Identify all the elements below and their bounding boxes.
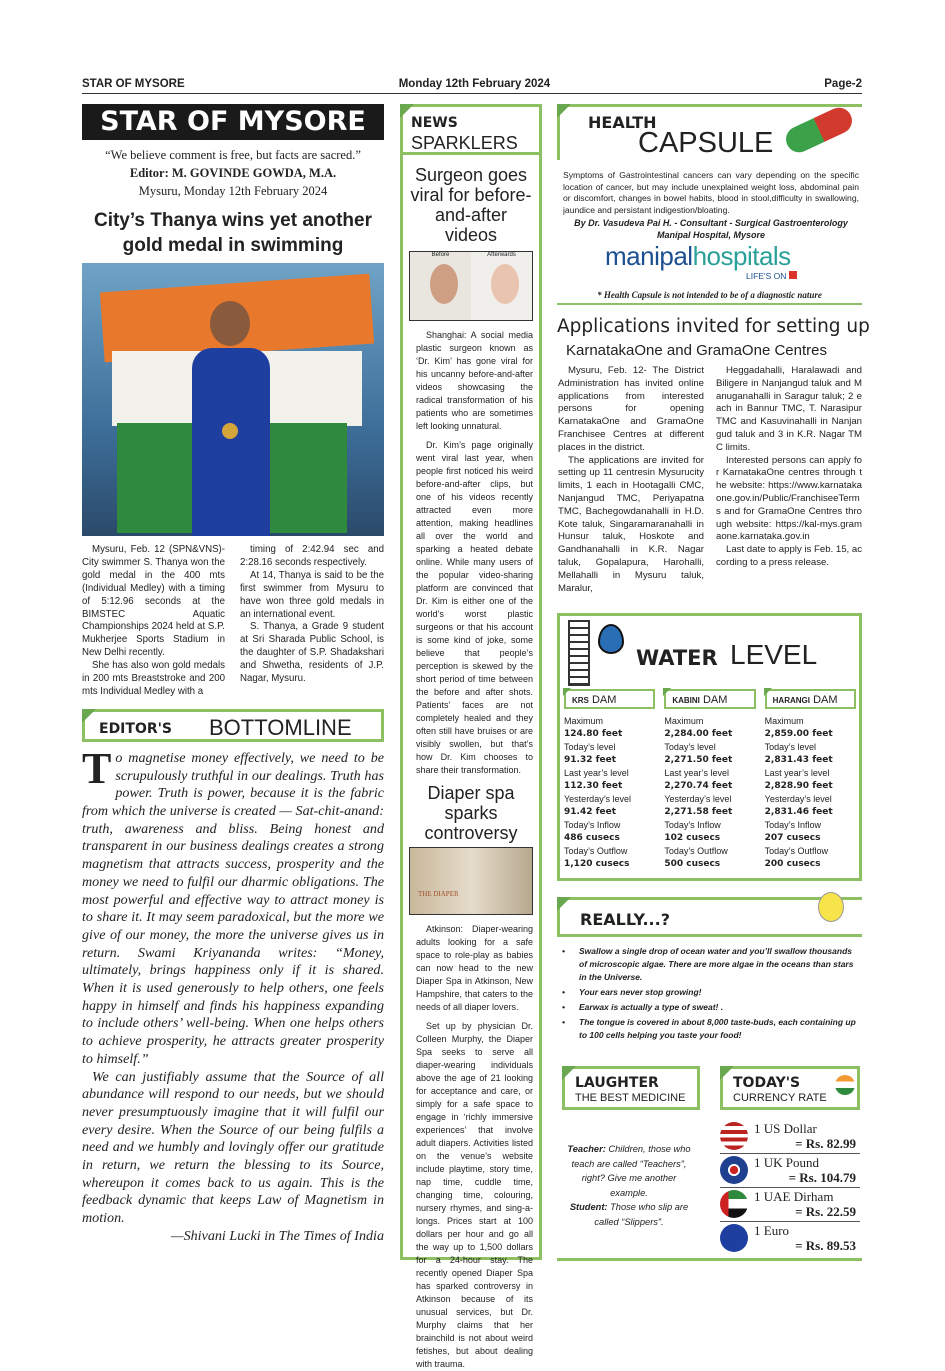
health-text: Symptoms of Gastrointestinal cancers can vary depending on the specific location of cancer, but may include unexplained weight loss, abdominal pain or discomfort, changes in bowel habits, blood in stool,difficulty in swallowing, jaundice and persistant indigestion/bloating. bbox=[563, 170, 859, 216]
fact-text: Swallow a single drop of ocean water and you’ll swallow thousands of microscopic algae. There are more algae in the oceans than stars in the Universe. bbox=[579, 946, 854, 982]
paragraph: Dr. Kim’s page originally went viral last year, when people first noticed his weird before-and-after clips, but one of his videos recently attracted even more attention, making headlines all over the world and sparking a heated debate online. While many users of the popular video-sharing platform are convinced that Dr. Kim is either one of the world’s worst plastic surgeons or that his account is some kind of joke, some believe that people’s perception is skewed by the short period of time between the before and after shots. Patients’ faces are not completely healed and they often still have bruises or are visibly swollen, but that’s how Dr. Kim chooses to share their transformation. bbox=[416, 440, 533, 775]
currency-name: 1 UAE Dirham bbox=[754, 1189, 834, 1204]
fact-item: • Your ears never stop growing! bbox=[562, 987, 702, 997]
swimmer-photo bbox=[82, 263, 384, 536]
water-level-box bbox=[557, 613, 862, 881]
laughter-joke bbox=[562, 1142, 696, 1229]
dam-metric-value: 2,828.90 feet bbox=[764, 781, 833, 791]
dam-metric-value: 91.32 feet bbox=[564, 755, 617, 765]
dam-metric-label: Last year’s level bbox=[664, 768, 730, 778]
water-label-b: LEVEL bbox=[730, 639, 818, 670]
before-after-photo bbox=[409, 251, 533, 321]
dam-metric-label: Maximum bbox=[564, 716, 604, 726]
fact-text: Your ears never stop growing! bbox=[579, 987, 702, 997]
dam-metric-label: Today’s Outflow bbox=[564, 846, 628, 856]
dam-title bbox=[564, 689, 655, 709]
fact-item: • Earwax is actually a type of sweat! . bbox=[562, 1002, 724, 1012]
paragraph: She has also won gold medals in 200 mts Breaststroke and 200 mts Individual Medley with a bbox=[82, 660, 225, 697]
story2-headline: Diaper spa sparks controversy bbox=[424, 783, 518, 843]
dam-metric-label: Last year’s level bbox=[564, 768, 629, 778]
dam-metric-value: 2,831.43 feet bbox=[764, 755, 833, 765]
diaper-spa-photo bbox=[409, 847, 533, 915]
lead-body bbox=[82, 544, 384, 699]
dam-name: KABINI bbox=[672, 696, 700, 705]
dam-metric-label: Today’s Inflow bbox=[564, 820, 621, 830]
uk-flag-icon bbox=[720, 1156, 748, 1184]
dam-metric-label: Last year’s level bbox=[764, 768, 830, 778]
masthead-info bbox=[82, 146, 384, 200]
really-header bbox=[557, 897, 862, 937]
applications-headline: Applications invited for setting up bbox=[557, 316, 870, 337]
paragraph: o magnetise money effectively, we need to be scrupulously truthful in our dealings. Truth has power. Truth is power, because it is the fabric from which the universe is created — Sat-chit-anand: truth, awareness and bliss. Being honest and transparent in our business dealings creates a strong magnetism that attracts success, prosperity and the money we need to fulfil our dharmic obligations. The most powerful and effective way to attract money is to share it. It may seem paradoxical, but the more we give of our money, the more the universe gives us in return. Swami Kriyananda writes: “Money, ultimately, brings happiness only if it is shared. When it is used generously to help others, one feels happy in himself and finds his happiness expanding to include others’ well-being. When one helps others to achieve prosperity, he attracts greater prosperity to himself.” bbox=[82, 749, 384, 1067]
lead-body-col1 bbox=[82, 544, 225, 699]
dam-metric-label: Today’s level bbox=[564, 742, 616, 752]
dam-metric-value: 207 cusecs bbox=[764, 833, 821, 843]
manipal-tagline bbox=[746, 271, 797, 281]
dam-metric-label: Today’s Outflow bbox=[664, 846, 728, 856]
issue-date: Monday 12th February 2024 bbox=[398, 78, 551, 90]
editor: Editor: M. GOVINDE GOWDA, M.A. bbox=[129, 166, 337, 180]
uae-flag-icon bbox=[720, 1190, 748, 1218]
dam-metric-label: Maximum bbox=[664, 716, 704, 726]
tagline: LIFE'S ON bbox=[746, 271, 787, 281]
paragraph: Heggadahalli, Haralawadi and Biligere in Nanjangud taluk and Manuganahalli in Saragur taluk; 2 each in Bannur TMC, T. Narasipur TMC and Kasuvinahalli in Nanjangud taluk and 3 in K.R. Nagar TMC limits. bbox=[716, 365, 862, 453]
editorial-label-b: BOTTOMLINE bbox=[209, 714, 352, 740]
dam-metric-label: Today’s Inflow bbox=[664, 820, 721, 830]
editorial-label-a: EDITOR'S bbox=[99, 720, 172, 737]
water-drop-icon bbox=[598, 624, 624, 654]
paragraph: timing of 2:42.94 sec and 2:28.16 seconds respectively. bbox=[240, 544, 384, 568]
divider bbox=[557, 1258, 862, 1261]
speaker: Teacher: bbox=[567, 1144, 606, 1154]
applications-col1 bbox=[558, 365, 704, 595]
dam-metric-value: 2,859.00 feet bbox=[764, 729, 833, 739]
currency-label-a: TODAY'S bbox=[733, 1075, 801, 1091]
currency-row bbox=[720, 1154, 860, 1188]
health-label-b: CAPSULE bbox=[638, 127, 774, 159]
dam-metric-value: 2,271.58 feet bbox=[664, 807, 733, 817]
paragraph: Mysuru, Feb. 12- The District Administration has invited online applications from interested persons for opening KarnatakaOne and GramaOne Franchisee Centres at different places in the district. bbox=[558, 365, 704, 453]
joke-line: Children, those who teach are called “Teachers”, right? Give me another example. bbox=[571, 1144, 691, 1198]
lightbulb-icon bbox=[818, 892, 844, 922]
paragraph: S. Thanya, a Grade 9 student at Sri Sharada Public School, is the daughter of S.P. Shadakshari and Shwetha, residents of J.P. Nagar, Mysuru. bbox=[240, 621, 384, 685]
dam-krs bbox=[564, 689, 655, 871]
story1-body bbox=[403, 323, 539, 777]
editorial-body bbox=[82, 743, 384, 1246]
laughter-label-b: THE BEST MEDICINE bbox=[575, 1092, 686, 1104]
capsule-icon bbox=[782, 103, 856, 156]
dam-metric-label: Today’s level bbox=[764, 742, 817, 752]
currency-value: = Rs. 22.59 bbox=[795, 1204, 856, 1219]
dam-metric-value: 2,284.00 feet bbox=[664, 729, 733, 739]
currency-value: = Rs. 104.79 bbox=[788, 1170, 856, 1185]
currency-value: = Rs. 82.99 bbox=[795, 1136, 856, 1151]
byline: By Dr. Vasudeva Pai H. - Consultant - Surgical Gastroenterology bbox=[574, 218, 848, 228]
health-capsule-header bbox=[557, 104, 862, 160]
india-flag-icon bbox=[835, 1075, 855, 1095]
dam-metric-value: 2,270.74 feet bbox=[664, 781, 733, 791]
hospital: Manipal Hospital, Mysore bbox=[656, 230, 766, 240]
paragraph: Set up by physician Dr. Colleen Murphy, the Diaper Spa seeks to serve all diaper-wearing individuals above the age of 21 looking for acceptance and care, or simply for a safe space to engage in ‘richly immersive experiences’ that involve adult diapers. Activities listed on the venue’s website include playtime, story time, nap time, cuddle time, changing time, colouring, nursery rhymes, and sing-a-longs. Prices start at 100 dollars per hour and go all the way up to 1,500 dollars for a 24-hour stay. The recently opened Diaper Spa has sparked controversy in Atkinson because of its unusual services, but Dr. Murphy claims that her brainchild is not about weird fetishes, but about dealing with trauma. bbox=[416, 1021, 533, 1369]
dam-metric-value: 124.80 feet bbox=[564, 729, 623, 739]
fact-item: • Swallow a single drop of ocean water and you’ll swallow thousands of microscopic algae. There are more algae in the oceans than stars in the Universe. bbox=[562, 946, 854, 982]
dam-metric-value: 102 cusecs bbox=[664, 833, 721, 843]
dam-title bbox=[765, 689, 856, 709]
editorial-label bbox=[82, 709, 384, 742]
health-byline bbox=[563, 217, 859, 241]
paragraph: At 14, Thanya is said to be the first swimmer from Mysuru to have won three gold medals in an international event. bbox=[240, 569, 384, 620]
logo-part: manipal bbox=[605, 241, 693, 271]
news-sparklers bbox=[400, 104, 542, 1369]
dam-metric-value: 112.30 feet bbox=[564, 781, 623, 791]
fact-text: The tongue is covered in about 8,000 taste-buds, each containing up to 100 cells helping you taste your food! bbox=[579, 1017, 856, 1040]
page-number: Page-2 bbox=[824, 78, 862, 90]
photo-label: Before bbox=[431, 252, 450, 258]
lead-headline: City’s Thanya wins yet another gold medal in swimming bbox=[93, 210, 373, 256]
editorial-credit: —Shivani Lucki in The Times of India bbox=[171, 1227, 384, 1244]
photo-label: Afterwards bbox=[487, 252, 516, 258]
water-gauge-icon bbox=[568, 620, 590, 686]
dam-metric-label: Yesterday’s level bbox=[564, 794, 632, 804]
dam-suffix: DAM bbox=[591, 694, 617, 706]
really-label: REALLY...? bbox=[580, 910, 670, 929]
water-label-a: WATER bbox=[636, 646, 718, 670]
lead-body-col2 bbox=[240, 544, 384, 699]
dam-suffix: DAM bbox=[702, 694, 728, 706]
dam-metric-label: Today’s Outflow bbox=[764, 846, 829, 856]
applications-col2 bbox=[716, 365, 862, 570]
dam-metric-label: Yesterday’s level bbox=[764, 794, 832, 804]
paragraph: Last date to apply is Feb. 15, according to a press release. bbox=[716, 544, 862, 568]
paragraph: We can justifiably assume that the Source of all abundance will respond to our needs, but we should never presumptuously imagine that it will fulfil our every desire. When the Source of our being fulfils a need and we humbly and lovingly offer our gratitude in return, we return the blessing to its Source, whereupon it comes back to us again. This is the feedback dynamic that keeps Law of Magnetism in motion. bbox=[82, 1068, 384, 1227]
currency-row bbox=[720, 1120, 860, 1154]
really-list bbox=[562, 945, 862, 1044]
dam-metric-label: Maximum bbox=[764, 716, 804, 726]
sparklers-label-a: NEWS bbox=[411, 115, 458, 131]
applications-subhead: KarnatakaOne and GramaOne Centres bbox=[566, 342, 827, 359]
manipal-logo bbox=[605, 241, 791, 272]
page-header bbox=[82, 78, 862, 94]
fact-item: • The tongue is covered in about 8,000 taste-buds, each containing up to 100 cells helping you taste your food! bbox=[562, 1017, 856, 1040]
paragraph: Mysuru, Feb. 12 (SPN&VNS)- City swimmer S. Thanya won the gold medal in the 400 mts (Individual Medley) with a timing of 5:12.96 seconds at the BIMSTEC Aquatic Championships 2024 held at S.P. Mukherjee Sports Stadium in New Delhi recently. bbox=[82, 544, 225, 659]
health-label-a: HEALTH bbox=[588, 113, 657, 132]
currency-row bbox=[720, 1188, 860, 1222]
paragraph: Atkinson: Diaper-wearing adults looking for a safe space to role-play as babies can now head to the new Diaper Spa in Atkinson, New Hampshire, that caters to the needs of all diaper lovers. bbox=[416, 924, 533, 1012]
dam-metric-value: 2,271.50 feet bbox=[664, 755, 733, 765]
logo-part: hospitals bbox=[692, 241, 791, 271]
dam-metric-value: 1,120 cusecs bbox=[564, 859, 630, 869]
photo-label: THE DIAPER bbox=[418, 890, 459, 898]
dam-harangi bbox=[765, 689, 856, 871]
paragraph: Shanghai: A social media plastic surgeon known as ‘Dr. Kim’ has gone viral for his uncanny before-and-after videos showcasing the radical transformation of his patients who are sometimes left looking unnatural. bbox=[416, 330, 533, 431]
dam-name: HARANGI bbox=[772, 696, 810, 705]
sparklers-label-b: SPARKLERS bbox=[411, 133, 518, 153]
dam-metric-value: 500 cusecs bbox=[664, 859, 721, 869]
dam-metric-value: 200 cusecs bbox=[764, 859, 821, 869]
dam-title bbox=[664, 689, 755, 709]
paragraph: The applications are invited for setting up 11 centresin Mysurucity limits, 1 each in Hootagalli CMC, Nanjangud TMC, Periyapatna TMC, Bachegowdanahalli in H.D. Kote taluk, Singaramaranahalli in Hunsur taluk, Hoskote and Gandhanahalli in K.R. Nagar taluk, Gopalapura, Harohalli, Mellahalli in Mysuru taluk, Maralur, bbox=[558, 454, 704, 594]
dateline: Mysuru, Monday 12th February 2024 bbox=[138, 184, 328, 198]
dam-metric-value: 486 cusecs bbox=[564, 833, 620, 843]
dam-metric-label: Yesterday’s level bbox=[664, 794, 732, 804]
dam-metric-value: 2,831.46 feet bbox=[764, 807, 833, 817]
dam-suffix: DAM bbox=[813, 694, 838, 706]
eu-flag-icon bbox=[720, 1224, 748, 1252]
currency-value: = Rs. 89.53 bbox=[795, 1238, 856, 1253]
story1-headline: Surgeon goes viral for before-and-after videos bbox=[410, 165, 532, 245]
paragraph: Interested persons can apply for KarnatakaOne centres through the website: https://www.karnatakaone.gov.in/Public/FranchiseeTerms and for GramaOne Centres through website: https://kal-mys.gramaone.karnataka.gov.in bbox=[716, 454, 862, 543]
fact-text: Earwax is actually a type of sweat! . bbox=[579, 1002, 724, 1012]
motto: “We believe comment is free, but facts are sacred.” bbox=[105, 148, 361, 162]
laughter-label-a: LAUGHTER bbox=[575, 1075, 659, 1091]
dam-name: KRS bbox=[572, 696, 589, 705]
dam-kabini bbox=[664, 689, 755, 871]
currency-label-b: CURRENCY RATE bbox=[733, 1092, 827, 1104]
laughter-header bbox=[562, 1066, 700, 1110]
currency-row bbox=[720, 1222, 860, 1256]
speaker: Student: bbox=[569, 1202, 608, 1212]
currency-name: 1 US Dollar bbox=[754, 1121, 817, 1136]
dam-metric-value: 91.42 feet bbox=[564, 807, 617, 817]
health-disclaimer: * Health Capsule is not intended to be of a diagnostic nature bbox=[557, 290, 862, 305]
column-1 bbox=[82, 208, 384, 1246]
currency-name: 1 UK Pound bbox=[754, 1155, 820, 1170]
paper-name: STAR OF MYSORE bbox=[82, 78, 185, 90]
dropcap: T bbox=[82, 743, 112, 793]
currency-name: 1 Euro bbox=[754, 1223, 790, 1238]
us-flag-icon bbox=[720, 1122, 748, 1150]
story2-body bbox=[403, 917, 539, 1371]
dam-metric-label: Today’s level bbox=[664, 742, 716, 752]
masthead: STAR OF MYSORE bbox=[82, 104, 384, 140]
dam-metric-label: Today’s Inflow bbox=[764, 820, 822, 830]
joke-line: Those who slip are called “Slippers”. bbox=[594, 1202, 689, 1227]
currency-header bbox=[720, 1066, 860, 1110]
